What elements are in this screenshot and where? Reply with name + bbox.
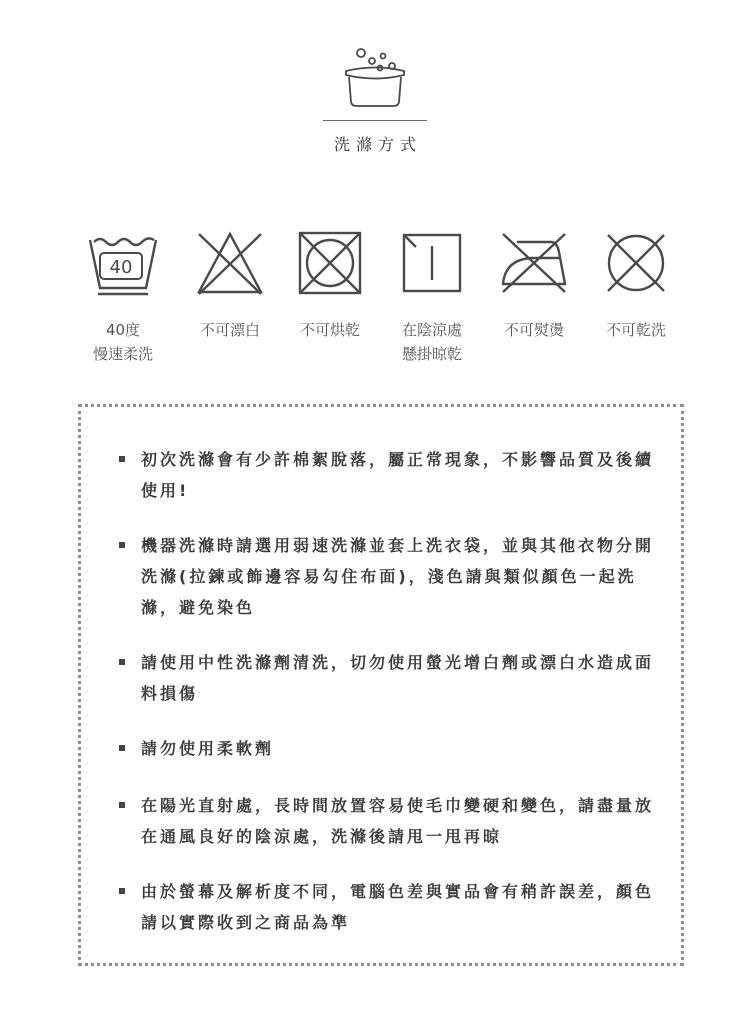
care-symbols [0,226,750,376]
note-item [119,444,659,506]
line-dry-shade-icon [395,226,469,298]
note-text: 機器洗滌時請選用弱速洗滌並套上洗衣袋，並與其他衣物分開洗滌(拉鍊或飾邊容易勾住布面)，淺色請與類似顏色一起洗滌，避免染色 [141,536,655,617]
symbol-label-line: 懸掛晾乾 [401,345,462,363]
care-notes-box [78,404,684,966]
note-item [119,790,659,852]
note-item [119,530,659,623]
washing-basin-icon [340,40,410,110]
bullet-square-icon [119,802,125,808]
note-item [119,647,659,709]
page-title: 洗滌方式 [333,135,422,154]
header [0,40,750,155]
no-tumble-dry-icon [293,226,367,298]
care-symbol-no-dry-clean [576,226,696,342]
wash-temp-text: 40 [109,257,133,278]
note-text: 在陽光直射處，長時間放置容易使毛巾變硬和變色，請盡量放在通風良好的陰涼處，洗滌後請甩一甩再晾 [141,796,655,846]
symbol-label-line: 不可烘乾 [299,321,360,339]
care-symbol-wash-40 [63,226,183,366]
note-item [119,733,659,764]
no-bleach-icon [193,226,267,298]
symbol-label-line: 不可熨燙 [503,321,564,339]
symbol-label [576,318,696,342]
bullet-square-icon [119,745,125,751]
symbol-label-line: 在陰涼處 [401,321,462,339]
note-text: 初次洗滌會有少許棉絮脫落，屬正常現象，不影響品質及後續使用! [141,450,655,500]
no-dry-clean-icon [599,226,673,298]
no-iron-icon [497,226,571,298]
symbol-label-line: 慢速柔洗 [92,345,153,363]
note-text: 請勿使用柔軟劑 [141,739,275,758]
bullet-square-icon [119,456,125,462]
symbol-label-line: 不可乾洗 [605,321,666,339]
symbol-label [63,318,183,366]
bullet-square-icon [119,542,125,548]
note-text: 由於螢幕及解析度不同，電腦色差與實品會有稍許誤差，顏色請以實際收到之商品為準 [141,882,655,932]
note-item [119,876,659,938]
symbol-label-line: 不可漂白 [199,321,260,339]
symbol-label-line: 40度 [105,321,141,339]
bullet-square-icon [119,659,125,665]
bullet-square-icon [119,888,125,894]
wash-40-icon [86,226,160,298]
note-text: 請使用中性洗滌劑清洗，切勿使用螢光增白劑或漂白水造成面料損傷 [141,653,655,703]
header-rule [323,120,427,121]
